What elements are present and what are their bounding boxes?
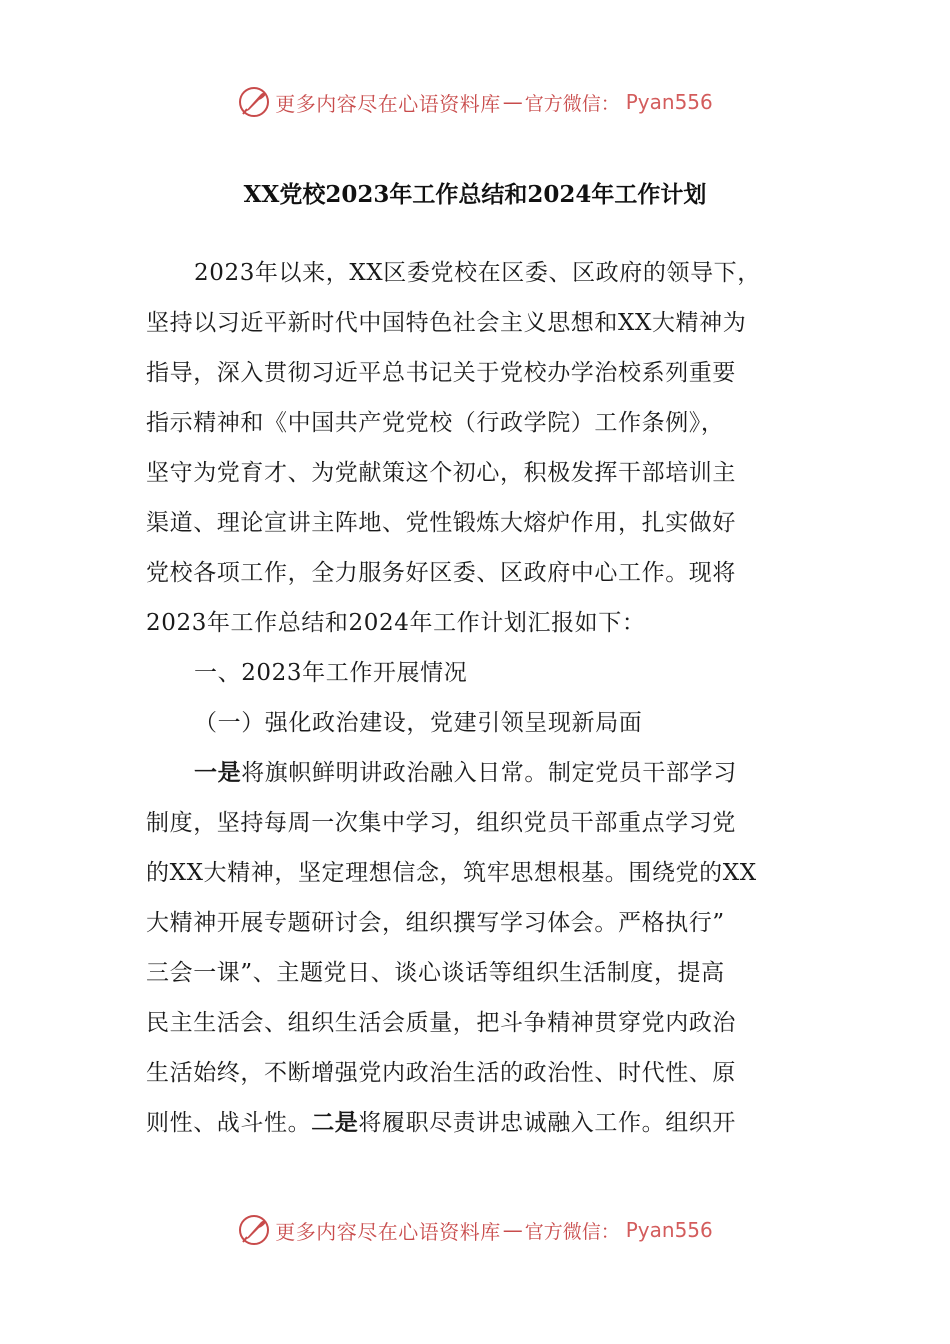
paragraph-line: 的XX大精神，坚定理想信念，筑牢思想根基。围绕党的XX [146, 860, 757, 886]
lead-marker: 二是 [311, 1109, 359, 1136]
banner-wechat-id: Pyan556 [625, 90, 713, 114]
quill-logo-icon [237, 85, 271, 119]
banner-wechat-id: Pyan556 [625, 1218, 713, 1242]
paragraph-line: 指示精神和《中国共产党党校（行政学院）工作条例》， [146, 410, 725, 436]
banner-separator: — [502, 1218, 523, 1242]
banner-subtitle: 官方微信： [524, 92, 620, 115]
line-text: 则性、战斗性。 [146, 1110, 312, 1136]
line-text: 将旗帜鲜明讲政治融入日常。制定党员干部学习 [241, 760, 737, 786]
paragraph-line: 制度，坚持每周一次集中学习，组织党员干部重点学习党 [146, 810, 736, 836]
quill-logo-icon [237, 1213, 271, 1247]
paragraph-line: 大精神开展专题研讨会，组织撰写学习体会。严格执行” [146, 910, 725, 936]
banner-subtitle: 官方微信： [524, 1220, 620, 1243]
banner-text: 更多内容尽在心语资料库 [275, 91, 501, 116]
banner-separator: — [502, 90, 523, 114]
paragraph-line: 渠道、理论宣讲主阵地、党性锻炼大熔炉作用，扎实做好 [146, 510, 736, 536]
paragraph-line: 2023年工作总结和2024年工作计划汇报如下： [146, 610, 646, 636]
section-heading: 一、2023年工作开展情况 [194, 660, 468, 686]
paragraph-line: 党校各项工作，全力服务好区委、区政府中心工作。现将 [146, 560, 736, 586]
paragraph-line: 坚守为党育才、为党献策这个初心，积极发挥干部培训主 [146, 460, 736, 486]
paragraph-line: 民主生活会、组织生活会质量，把斗争精神贯穿党内政治 [146, 1010, 736, 1036]
paragraph-line: 坚持以习近平新时代中国特色社会主义思想和XX大精神为 [146, 310, 747, 336]
document-title: XX党校2023年工作总结和2024年工作计划 [243, 181, 707, 208]
line-text: 将履职尽责讲忠诚融入工作。组织开 [358, 1110, 737, 1136]
subsection-heading: （一）强化政治建设，党建引领呈现新局面 [194, 710, 643, 736]
paragraph-line [146, 1098, 806, 1148]
banner-text: 更多内容尽在心语资料库 [275, 1219, 501, 1244]
header-banner [0, 82, 950, 122]
lead-marker: 一是 [194, 759, 242, 786]
footer-banner [0, 1210, 950, 1250]
document-body [146, 248, 806, 1148]
paragraph-line: 生活始终，不断增强党内政治生活的政治性、时代性、原 [146, 1060, 736, 1086]
paragraph-line: 三会一课”、主题党日、谈心谈话等组织生活制度，提高 [146, 960, 725, 986]
paragraph-line: 指导，深入贯彻习近平总书记关于党校办学治校系列重要 [146, 360, 736, 386]
paragraph-line [146, 748, 806, 798]
paragraph-line: 2023年以来，XX区委党校在区委、区政府的领导下， [194, 260, 761, 286]
